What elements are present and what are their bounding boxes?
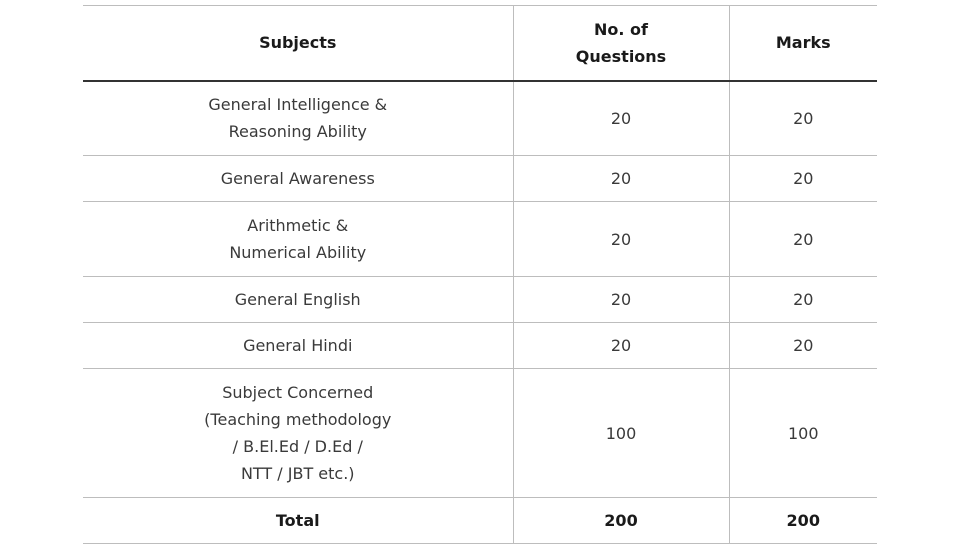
subject-cell — [83, 323, 513, 369]
table-row — [83, 156, 877, 202]
subject-cell — [83, 81, 513, 156]
total-questions: 200 — [513, 498, 729, 544]
table-row — [83, 323, 877, 369]
questions-cell: 20 — [513, 202, 729, 277]
subject-cell — [83, 277, 513, 323]
total-label: Total — [83, 498, 513, 544]
questions-cell: 100 — [513, 369, 729, 498]
header-questions-line-2: Questions — [575, 46, 667, 66]
table-row — [83, 81, 877, 156]
header-marks: Marks — [729, 6, 877, 81]
questions-cell: 20 — [513, 323, 729, 369]
subject-line: / B.El.Ed / D.Ed / — [232, 437, 363, 456]
subject-line: General Intelligence & — [208, 95, 388, 115]
marks-cell: 20 — [729, 277, 877, 323]
marks-cell: 20 — [729, 156, 877, 202]
exam-pattern-table — [83, 5, 877, 544]
total-marks: 200 — [729, 498, 877, 544]
subject-cell — [83, 202, 513, 277]
subject-cell — [83, 156, 513, 202]
marks-cell: 100 — [729, 369, 877, 498]
subject-line: Reasoning Ability — [228, 122, 367, 142]
subject-cell — [83, 369, 513, 498]
table-row — [83, 277, 877, 323]
questions-cell: 20 — [513, 81, 729, 156]
subject-line: (Teaching methodology — [204, 410, 392, 429]
subject-line: General Hindi — [243, 336, 353, 355]
subject-line: General English — [234, 290, 361, 309]
header-subjects: Subjects — [83, 6, 513, 81]
subject-line: General Awareness — [220, 169, 375, 188]
header-questions — [513, 6, 729, 81]
questions-cell: 20 — [513, 277, 729, 323]
subject-line: Arithmetic & — [247, 216, 349, 235]
subject-line: Subject Concerned — [222, 383, 374, 402]
table-row — [83, 369, 877, 498]
header-questions-line-1: No. of — [594, 19, 648, 39]
table-row — [83, 202, 877, 277]
subject-line: Numerical Ability — [229, 243, 367, 262]
total-row — [83, 498, 877, 544]
subject-line: NTT / JBT etc.) — [240, 464, 355, 483]
marks-cell: 20 — [729, 81, 877, 156]
table-header-row — [83, 6, 877, 81]
marks-cell: 20 — [729, 202, 877, 277]
marks-cell: 20 — [729, 323, 877, 369]
questions-cell: 20 — [513, 156, 729, 202]
